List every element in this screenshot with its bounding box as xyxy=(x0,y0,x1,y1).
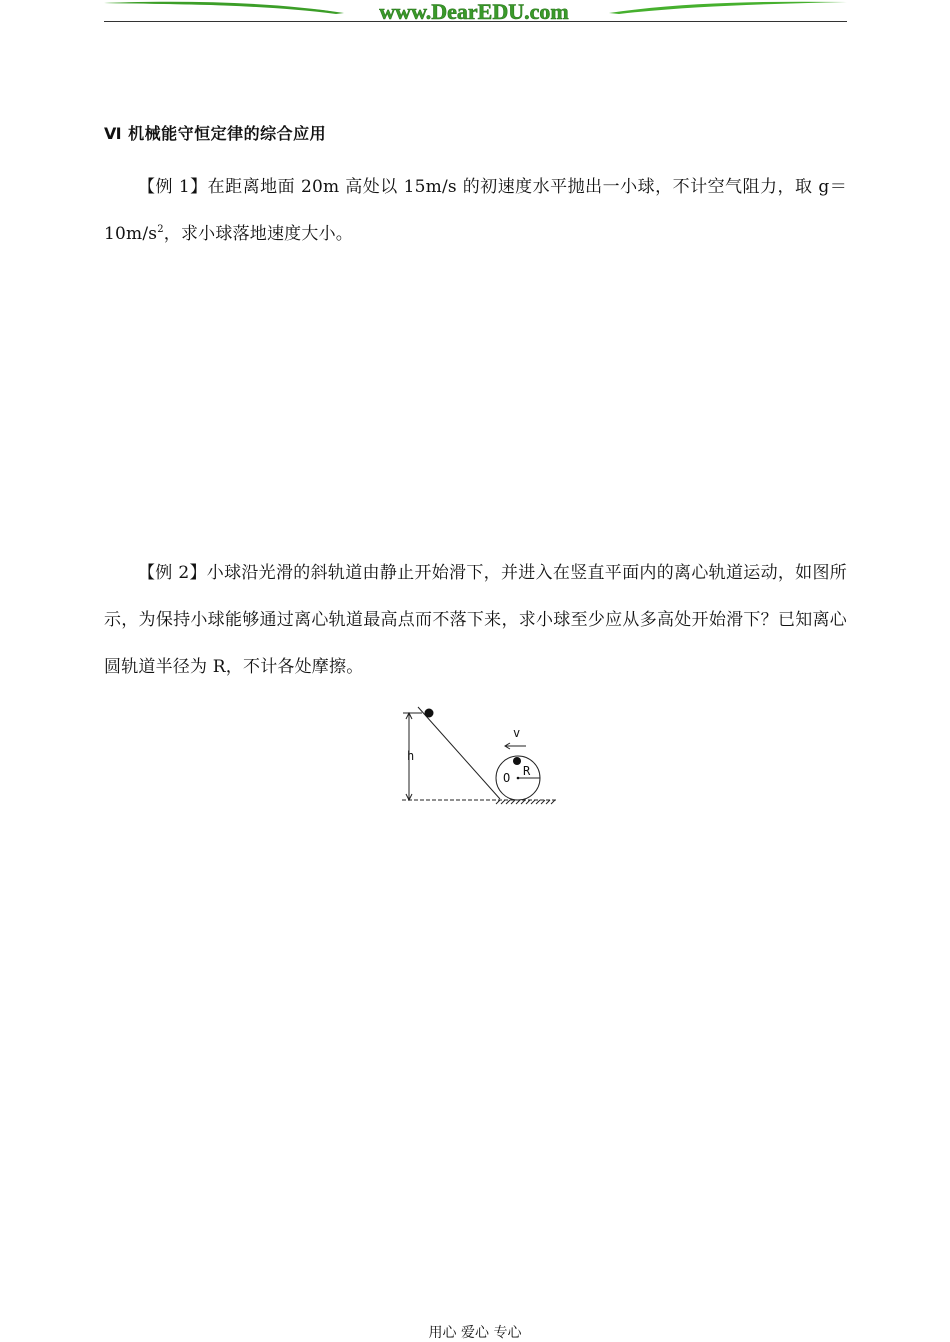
header-rule xyxy=(104,21,847,22)
center-dot xyxy=(517,777,520,780)
example-1-paragraph xyxy=(104,164,847,258)
incline-track xyxy=(418,707,500,799)
label-o: O xyxy=(503,771,511,785)
page-footer: 用心 爱心 专心 xyxy=(428,1325,522,1341)
label-h: h xyxy=(407,749,415,763)
example-1-superscript: 2 xyxy=(157,224,164,235)
example-2-label: 【例 2】 xyxy=(138,563,207,583)
loop-track-diagram xyxy=(398,702,568,812)
ground-hatch xyxy=(496,800,555,804)
label-v: v xyxy=(513,726,521,740)
example-1-text-b: ，求小球落地速度大小。 xyxy=(163,224,353,244)
right-swoosh-icon xyxy=(609,2,847,14)
example-2-text: 小球沿光滑的斜轨道由静止开始滑下，并进入在竖直平面内的离心轨道运动，如图所示，为保持小球能够通过离心轨道最高点而不落下来，求小球至少应从多高处开始滑下？已知离心圆轨道半径为 R，不计各处摩擦。 xyxy=(104,563,847,677)
label-r: R xyxy=(523,764,531,778)
example-1-text-a: 在距离地面 20m 高处以 15m/s 的初速度水平抛出一小球，不计空气阻力，取 g＝10m/s xyxy=(104,177,847,244)
section-title: Ⅵ 机械能守恒定律的综合应用 xyxy=(104,124,327,143)
example-1-label: 【例 1】 xyxy=(138,177,208,197)
logo-text: www.DearEDU.com xyxy=(379,0,569,24)
ball-top xyxy=(513,757,521,765)
example-2-paragraph xyxy=(104,550,847,691)
loop-track-figure xyxy=(398,702,568,816)
ball-start xyxy=(425,709,434,718)
